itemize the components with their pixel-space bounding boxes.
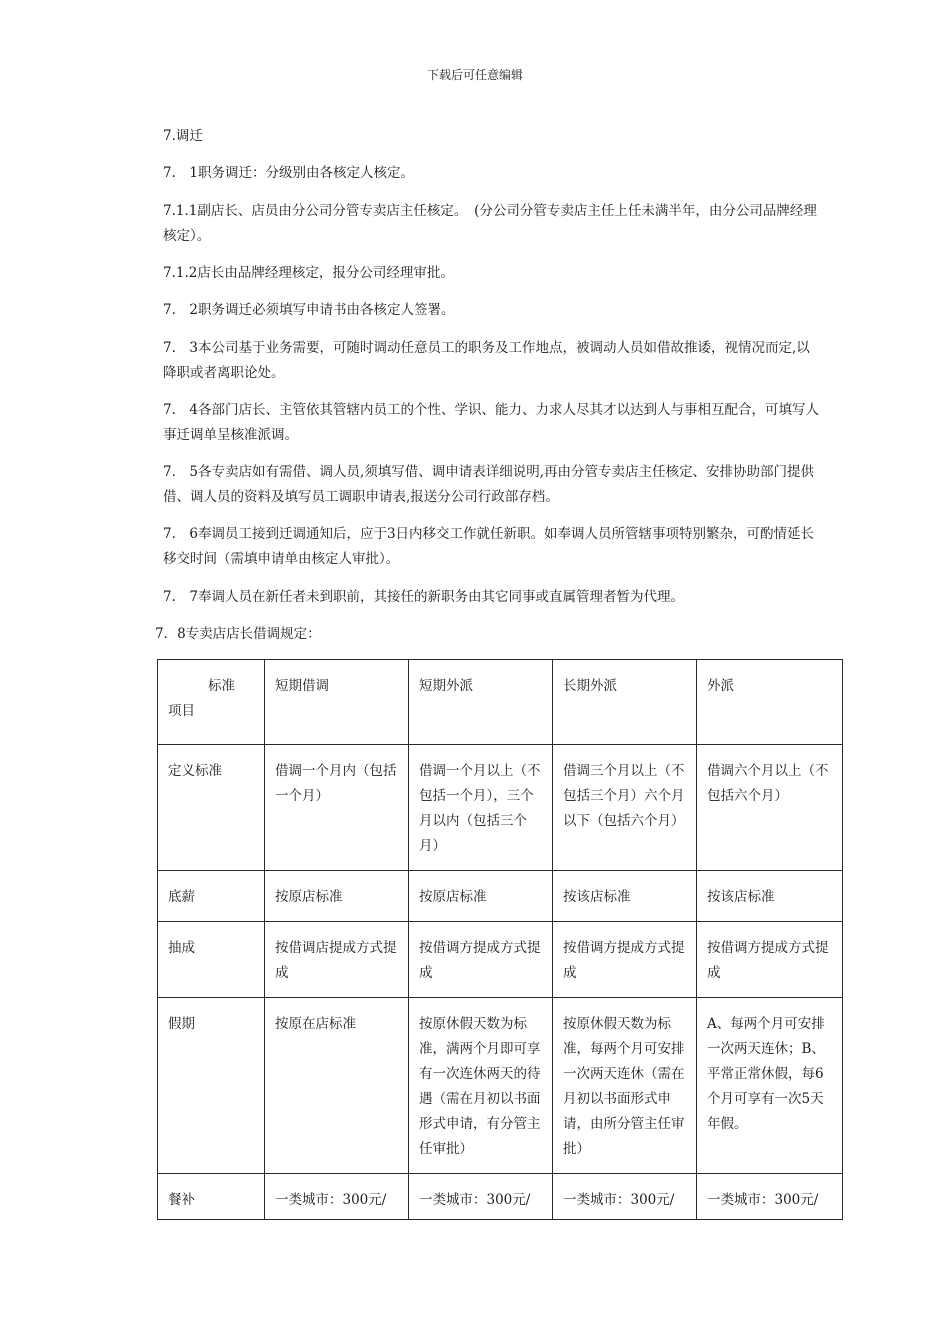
table-row <box>158 871 843 922</box>
paragraph-7-3: 7. 3本公司基于业务需要，可随时调动任意员工的职务及工作地点，被调动人员如借故推诿，视情况而定,以降职或者离职论处。 <box>163 340 810 381</box>
table-cell: 借调六个月以上（不包括六个月） <box>697 745 843 871</box>
paragraph-7-8: 7．8专卖店店长借调规定： <box>155 626 321 642</box>
table-cell: 按原店标准 <box>409 871 553 922</box>
header-short-term-dispatch: 短期外派 <box>409 660 553 745</box>
header-short-term-loan: 短期借调 <box>265 660 409 745</box>
table-cell: 按该店标准 <box>553 871 697 922</box>
page-header: 下载后可任意编辑 <box>426 68 523 82</box>
table-row <box>158 1174 843 1220</box>
table-cell: 按原店标准 <box>265 871 409 922</box>
header-long-term-dispatch: 长期外派 <box>553 660 697 745</box>
table-header-row <box>158 660 843 745</box>
table-cell: 按原休假天数为标准，满两个月即可享有一次连休两天的待遇（需在月初以书面形式申请，有分管主任审批） <box>409 998 553 1174</box>
paragraph-7-7: 7. 7奉调人员在新任者未到职前，其接任的新职务由其它同事或直属管理者暂为代理。 <box>163 589 684 605</box>
header-dispatch: 外派 <box>697 660 843 745</box>
paragraph-7-1-1: 7.1.1副店长、店员由分公司分管专卖店主任核定。 (分公司分管专卖店主任上任未满半年，由分公司品牌经理核定）。 <box>163 203 817 244</box>
table-cell: 借调一个月内（包括一个月） <box>265 745 409 871</box>
row-label-commission: 抽成 <box>158 922 265 998</box>
table-row <box>158 745 843 871</box>
header-corner-cell <box>158 660 265 745</box>
paragraph-7-1-2: 7.1.2店长由品牌经理核定，报分公司经理审批。 <box>163 265 454 281</box>
table-cell: 按借调方提成方式提成 <box>409 922 553 998</box>
table-row <box>158 998 843 1174</box>
row-label-base-salary: 底薪 <box>158 871 265 922</box>
table-cell: 按该店标准 <box>697 871 843 922</box>
row-label-meal-allowance: 餐补 <box>158 1174 265 1220</box>
table-cell: 一类城市：300元/ <box>409 1174 553 1220</box>
paragraph-7-5: 7. 5各专卖店如有需借、调人员,须填写借、调申请表详细说明,再由分管专卖店主任核定、安排协助部门提供借、调人员的资料及填写员工调职申请表,报送分公司行政部存档。 <box>163 464 815 505</box>
row-label-leave: 假期 <box>158 998 265 1174</box>
table-cell: 按借调方提成方式提成 <box>553 922 697 998</box>
paragraph-7-6: 7. 6奉调员工接到迁调通知后，应于3日内移交工作就任新职。如奉调人员所管辖事项特别繁杂，可酌情延长移交时间（需填申请单由核定人审批）。 <box>163 526 815 567</box>
table-cell: 一类城市：300元/ <box>553 1174 697 1220</box>
table-cell: A、每两个月可安排一次两天连休；B、平常正常休假，每6个月可享有一次5天年假。 <box>697 998 843 1174</box>
corner-item-label: 项目 <box>168 703 195 719</box>
table-cell: 一类城市：300元/ <box>265 1174 409 1220</box>
corner-standard-label: 标准 <box>208 678 235 694</box>
paragraph-7-1: 7. 1职务调迁：分级别由各核定人核定。 <box>163 165 414 181</box>
paragraph-7-2: 7. 2职务调迁必须填写申请书由各核定人签署。 <box>163 302 455 318</box>
section-title: 7.调迁 <box>163 128 203 144</box>
table-cell: 按原在店标准 <box>265 998 409 1174</box>
row-label-definition: 定义标准 <box>158 745 265 871</box>
table-cell: 按借调店提成方式提成 <box>265 922 409 998</box>
transfer-rules-table <box>157 659 843 1220</box>
table-cell: 借调一个月以上（不包括一个月），三个月以内（包括三个月） <box>409 745 553 871</box>
table-cell: 一类城市：300元/ <box>697 1174 843 1220</box>
table-row <box>158 922 843 998</box>
table-cell: 按原休假天数为标准，每两个月可安排一次两天连休（需在月初以书面形式申请，由所分管主任审批） <box>553 998 697 1174</box>
table-cell: 按借调方提成方式提成 <box>697 922 843 998</box>
table-cell: 借调三个月以上（不包括三个月）六个月以下（包括六个月） <box>553 745 697 871</box>
paragraph-7-4: 7. 4各部门店长、主管依其管辖内员工的个性、学识、能力、力求人尽其才以达到人与事相互配合，可填写人事迁调单呈核准派调。 <box>163 402 819 443</box>
